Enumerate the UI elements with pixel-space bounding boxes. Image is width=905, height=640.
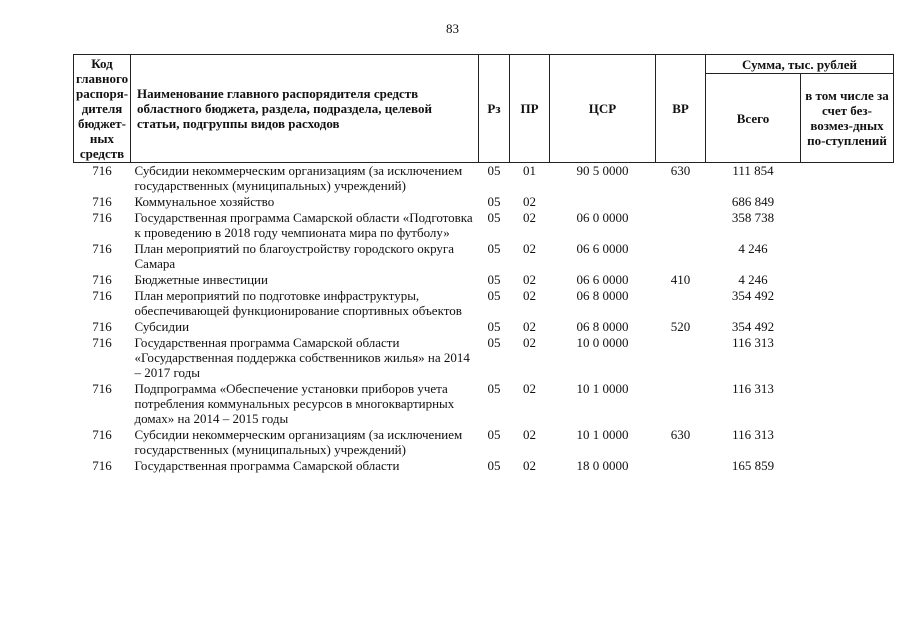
cell-total: 111 854 bbox=[732, 163, 774, 178]
cell-rz: 05 bbox=[487, 272, 501, 287]
cell-vr bbox=[656, 458, 706, 474]
cell-rz: 05 bbox=[487, 335, 501, 350]
cell-name: Государственная программа Самарской области «Подготовка к проведению в 2018 году чемпионата мира по футболу» bbox=[134, 210, 473, 240]
table-row bbox=[74, 427, 894, 458]
cell-csr: 10 0 0000 bbox=[576, 335, 629, 350]
cell-pr: 02 bbox=[523, 194, 536, 209]
cell-vr bbox=[656, 241, 706, 272]
cell-csr: 06 6 0000 bbox=[576, 272, 629, 287]
cell-rz: 05 bbox=[487, 210, 501, 225]
cell-free bbox=[801, 272, 894, 288]
cell-code: 716 bbox=[92, 194, 112, 209]
cell-free bbox=[801, 381, 894, 427]
cell-pr: 02 bbox=[523, 272, 536, 287]
header-sum: Сумма, тыс. рублей bbox=[706, 55, 894, 74]
cell-vr bbox=[656, 210, 706, 241]
table-row bbox=[74, 241, 894, 272]
cell-rz: 05 bbox=[487, 288, 501, 303]
cell-vr: 520 bbox=[670, 319, 691, 334]
cell-vr bbox=[656, 288, 706, 319]
table-row bbox=[74, 288, 894, 319]
cell-total: 354 492 bbox=[731, 288, 775, 303]
cell-code: 716 bbox=[92, 210, 112, 225]
cell-code: 716 bbox=[92, 272, 112, 287]
cell-code: 716 bbox=[92, 335, 112, 350]
header-csr: ЦСР bbox=[550, 55, 656, 163]
cell-total: 686 849 bbox=[731, 194, 775, 209]
cell-total: 4 246 bbox=[738, 272, 768, 287]
cell-total: 4 246 bbox=[738, 241, 768, 256]
header-vr: ВР bbox=[656, 55, 706, 163]
cell-code: 716 bbox=[92, 458, 112, 473]
cell-rz: 05 bbox=[487, 163, 501, 178]
cell-pr: 01 bbox=[523, 163, 536, 178]
cell-total: 116 313 bbox=[732, 427, 774, 442]
cell-free bbox=[801, 163, 894, 195]
cell-code: 716 bbox=[92, 163, 112, 178]
cell-name: Коммунальное хозяйство bbox=[134, 194, 275, 209]
table-row bbox=[74, 335, 894, 381]
cell-rz: 05 bbox=[487, 319, 501, 334]
cell-code: 716 bbox=[92, 241, 112, 256]
cell-code: 716 bbox=[92, 288, 112, 303]
cell-free bbox=[801, 210, 894, 241]
cell-pr: 02 bbox=[523, 381, 536, 396]
table-row bbox=[74, 319, 894, 335]
header-name: Наименование главного распорядителя средств областного бюджета, раздела, подраздела, целевой статьи, подгруппы видов расходов bbox=[131, 55, 479, 163]
table-row bbox=[74, 210, 894, 241]
cell-name: Государственная программа Самарской области bbox=[134, 458, 400, 473]
cell-name: Подпрограмма «Обеспечение установки приборов учета потребления коммунальных ресурсов в многоквартирных домах» на 2014 – 2015 годы bbox=[134, 381, 455, 426]
cell-csr: 18 0 0000 bbox=[576, 458, 629, 473]
table-row bbox=[74, 194, 894, 210]
table-body bbox=[74, 163, 894, 475]
cell-csr: 10 1 0000 bbox=[576, 381, 629, 396]
cell-vr: 410 bbox=[670, 272, 691, 287]
cell-pr: 02 bbox=[523, 210, 536, 225]
cell-total: 165 859 bbox=[731, 458, 775, 473]
cell-rz: 05 bbox=[487, 427, 501, 442]
cell-total: 116 313 bbox=[732, 335, 774, 350]
cell-vr: 630 bbox=[670, 427, 691, 442]
cell-vr bbox=[656, 335, 706, 381]
cell-csr: 06 8 0000 bbox=[576, 319, 629, 334]
cell-name: Субсидии некоммерческим организациям (за исключением государственных (муниципальных) учреждений) bbox=[134, 427, 463, 457]
cell-total: 358 738 bbox=[731, 210, 775, 225]
cell-pr: 02 bbox=[523, 458, 536, 473]
header-code: Код главного распоря-дителя бюджет-ных средств bbox=[74, 55, 131, 163]
cell-free bbox=[801, 194, 894, 210]
cell-pr: 02 bbox=[523, 241, 536, 256]
cell-free bbox=[801, 288, 894, 319]
cell-csr: 06 6 0000 bbox=[576, 241, 629, 256]
cell-csr bbox=[550, 194, 656, 210]
cell-pr: 02 bbox=[523, 335, 536, 350]
cell-vr bbox=[656, 381, 706, 427]
cell-rz: 05 bbox=[487, 241, 501, 256]
cell-name: Бюджетные инвестиции bbox=[134, 272, 268, 287]
cell-csr: 06 8 0000 bbox=[576, 288, 629, 303]
cell-csr: 10 1 0000 bbox=[576, 427, 629, 442]
cell-free bbox=[801, 458, 894, 474]
cell-code: 716 bbox=[92, 319, 112, 334]
cell-csr: 90 5 0000 bbox=[576, 163, 629, 178]
cell-total: 116 313 bbox=[732, 381, 774, 396]
cell-vr: 630 bbox=[670, 163, 691, 178]
cell-free bbox=[801, 335, 894, 381]
page-number: 83 bbox=[446, 21, 459, 36]
header-rz: Рз bbox=[479, 55, 510, 163]
budget-table bbox=[73, 54, 894, 474]
cell-rz: 05 bbox=[487, 194, 501, 209]
header-total: Всего bbox=[706, 74, 801, 163]
table-header bbox=[74, 55, 894, 163]
header-free: в том числе за счет без-возмез-дных по-ступлений bbox=[801, 74, 894, 163]
table-row bbox=[74, 381, 894, 427]
cell-code: 716 bbox=[92, 381, 112, 396]
cell-pr: 02 bbox=[523, 427, 536, 442]
cell-name: Субсидии bbox=[134, 319, 190, 334]
table-row bbox=[74, 458, 894, 474]
header-pr: ПР bbox=[510, 55, 550, 163]
cell-vr bbox=[656, 194, 706, 210]
table-row bbox=[74, 272, 894, 288]
cell-name: Государственная программа Самарской области «Государственная поддержка собственников жилья» на 2014 – 2017 годы bbox=[134, 335, 470, 380]
cell-free bbox=[801, 319, 894, 335]
cell-rz: 05 bbox=[487, 381, 501, 396]
cell-total: 354 492 bbox=[731, 319, 775, 334]
cell-name: План мероприятий по подготовке инфраструктуры, обеспечивающей функционирование спортивных объектов bbox=[134, 288, 462, 318]
cell-pr: 02 bbox=[523, 288, 536, 303]
cell-code: 716 bbox=[92, 427, 112, 442]
cell-rz: 05 bbox=[487, 458, 501, 473]
cell-free bbox=[801, 427, 894, 458]
table-row bbox=[74, 163, 894, 195]
cell-free bbox=[801, 241, 894, 272]
cell-name: Субсидии некоммерческим организациям (за исключением государственных (муниципальных) учреждений) bbox=[134, 163, 463, 193]
cell-pr: 02 bbox=[523, 319, 536, 334]
cell-name: План мероприятий по благоустройству городского округа Самара bbox=[134, 241, 454, 271]
cell-csr: 06 0 0000 bbox=[576, 210, 629, 225]
